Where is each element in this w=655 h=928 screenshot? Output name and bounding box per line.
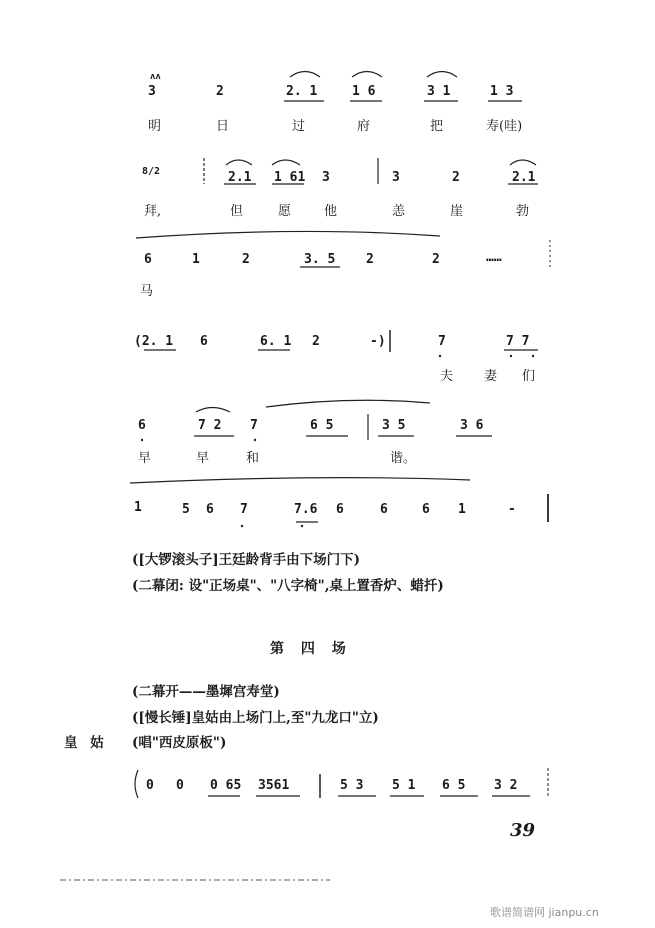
sing-direction: (唱"西皮原板") — [132, 735, 227, 751]
lyric: 但 — [230, 204, 244, 219]
note: 2 — [452, 170, 460, 185]
lyric: 过 — [292, 119, 306, 134]
note: 7 7 — [506, 334, 530, 349]
note: 3561 — [258, 778, 290, 793]
stage-direction: ([慢长锤]皇姑由上场门上,至"九龙口"立) — [132, 710, 379, 726]
lyric: 妻 — [484, 369, 498, 384]
lyric: 明 — [148, 119, 162, 134]
note: 0 — [176, 778, 184, 793]
note: 1 — [458, 502, 466, 517]
note: 1 — [192, 252, 200, 267]
lyric: 早 — [138, 451, 152, 466]
lyric: 他 — [324, 204, 338, 219]
note: 5 1 — [392, 778, 416, 793]
note: 6 5 — [310, 418, 334, 433]
lyric: 谐。 — [390, 451, 417, 466]
note: 3. 5 — [304, 252, 336, 267]
lyric: 恙 — [392, 204, 406, 219]
lyric: 把 — [430, 119, 444, 134]
note: 1 — [134, 500, 142, 515]
note: 1 6 — [352, 84, 376, 99]
note: 6 — [144, 252, 152, 267]
note: 1 61 — [274, 170, 306, 185]
note: 7.6 — [294, 502, 318, 517]
page-number: 39 — [510, 820, 536, 841]
role-name: 皇 姑 — [64, 735, 108, 751]
note: 0 65 — [210, 778, 242, 793]
scene-title: 第 四 场 — [270, 641, 352, 657]
note: 6 — [206, 502, 214, 517]
scene-setting: (二幕开——墨墀宫寿堂) — [132, 684, 280, 700]
note: 2. 1 — [286, 84, 318, 99]
note: 0 — [146, 778, 154, 793]
watermark: 歌谱简谱网 jianpu.cn — [490, 906, 599, 919]
note: 6 — [138, 418, 146, 433]
note: 6. 1 — [260, 334, 292, 349]
mordent-mark: ʌʌ — [150, 72, 161, 82]
lyric: 勃 — [516, 204, 530, 219]
note: 6 — [336, 502, 344, 517]
note: 7 2 — [198, 418, 222, 433]
note: 7 — [250, 418, 258, 433]
lyric: 府 — [357, 119, 371, 134]
note: 2 — [432, 252, 440, 267]
note: 7 — [240, 502, 248, 517]
lyric: 早 — [196, 451, 210, 466]
lyric: 夫 — [440, 369, 454, 384]
note: 3 — [148, 84, 156, 99]
note: 5 — [182, 502, 190, 517]
note: 6 — [380, 502, 388, 517]
note: 2 — [216, 84, 224, 99]
lyric: 和 — [246, 451, 260, 466]
note: (2. 1 — [134, 334, 174, 349]
note: 6 — [422, 502, 430, 517]
stage-direction: (二幕闭: 设"正场桌"、"八字椅",桌上置香炉、蜡扦) — [132, 578, 444, 594]
lyric: 寿(哇) — [486, 119, 523, 134]
note: 3 2 — [494, 778, 518, 793]
note: 5 3 — [340, 778, 364, 793]
note: 3 — [392, 170, 400, 185]
note: 3 5 — [382, 418, 406, 433]
note: …… — [486, 250, 502, 265]
note: 7 — [438, 334, 446, 349]
note: 2 — [366, 252, 374, 267]
lyric: 们 — [522, 369, 536, 384]
note: 3 6 — [460, 418, 484, 433]
note: 2 — [242, 252, 250, 267]
stage-direction: ([大锣滚头子]王廷龄背手由下场门下) — [132, 552, 361, 568]
note: -) — [370, 334, 386, 349]
note: 6 — [200, 334, 208, 349]
note: - — [508, 502, 516, 517]
lyric: 崖 — [450, 204, 464, 219]
lyric: 马 — [140, 284, 154, 299]
note: 2.1 — [512, 170, 536, 185]
note: 3 1 — [427, 84, 451, 99]
note: 1 3 — [490, 84, 514, 99]
meter-mark: 8/2 — [142, 166, 161, 177]
note: 6 5 — [442, 778, 466, 793]
lyric: 愿 — [278, 204, 292, 219]
lyric: 日 — [216, 119, 230, 134]
note: 3 — [322, 170, 330, 185]
lyric: 拜, — [144, 204, 162, 219]
note: 2 — [312, 334, 320, 349]
note: 2.1 — [228, 170, 252, 185]
